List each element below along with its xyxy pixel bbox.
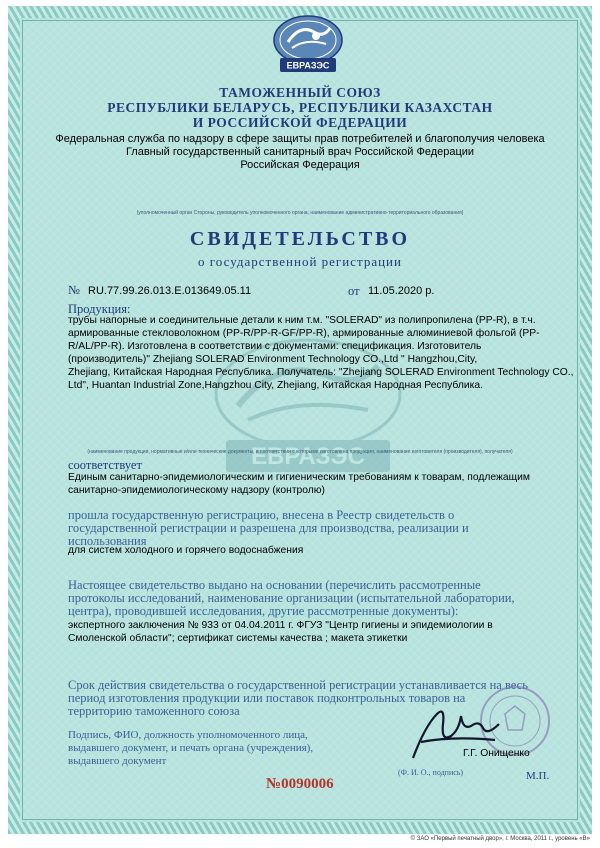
fio-caption: (Ф. И. О., подпись) bbox=[398, 768, 464, 777]
agency-line-1: Федеральная служба по надзору в сфере защиты прав потребителей и благополучия человека bbox=[55, 133, 545, 145]
certificate-subtitle: о государственной регистрации bbox=[198, 254, 402, 269]
registration-number: RU.77.99.26.013.Е.013649.05.11 bbox=[88, 285, 252, 297]
signature-caption-3: выдавшего документ bbox=[68, 755, 167, 767]
signatory-name: Г.Г. Онищенко bbox=[463, 748, 530, 759]
product-line-6: Ltd", Huantan Industrial Zone,Hangzhou City, Zhejiang, Китайская Народная Республика. bbox=[68, 380, 483, 391]
product-line-1: трубы напорные и соединительные детали к ним т.м. "SOLERAD" из полипропилена (PP-R), в т.ч. bbox=[68, 315, 536, 326]
validity-line-2: период изготовления продукции или поставок подконтрольных товаров на bbox=[68, 691, 466, 705]
registry-line-1: прошла государственную регистрацию, внесена в Реестр свидетельств о bbox=[68, 508, 455, 522]
stamp-place-label: М.П. bbox=[526, 770, 550, 782]
agency-line-3: Российская Федерация bbox=[240, 159, 360, 171]
product-caption: (наименование продукции, нормативные и/или технические документы, в соответствии с которыми изготовлена продукция, наименование изготовителя (производителя), получателя) bbox=[87, 449, 513, 455]
conformity-label: соответствует bbox=[68, 458, 142, 472]
product-line-4: (производитель)" Zhejiang SOLERAD Environment Technology CO.,Ltd " Hangzhou,City, bbox=[68, 354, 478, 365]
registration-date: 11.05.2020 р. bbox=[368, 285, 435, 297]
conformity-line-1: Единым санитарно-эпидемиологическим и гигиеническим требованиям к товарам, подлежащим bbox=[68, 472, 530, 483]
basis-line-3: центра), проводившей исследования, другие рассмотренные документы): bbox=[68, 604, 459, 618]
serial-number: №0090006 bbox=[266, 776, 334, 792]
organ-caption: (уполномоченный орган Стороны, руководитель уполномоченного органа, наименование административно-территориального образования) bbox=[136, 210, 464, 216]
product-label: Продукция: bbox=[68, 302, 131, 316]
certificate-sheet bbox=[8, 6, 592, 834]
agency-line-2: Главный государственный санитарный врач Российской Федерации bbox=[125, 146, 475, 158]
registry-line-3: использования bbox=[68, 534, 147, 548]
basis-doc-line-1: экспертного заключения № 933 от 04.04.2011 г. ФГУЗ "Центр гигиены и эпидемиологии в bbox=[68, 620, 493, 631]
basis-doc-line-2: Смоленской области"; сертификат системы качества ; макета этикетки bbox=[68, 633, 408, 644]
eurasec-emblem-icon bbox=[270, 14, 346, 76]
product-line-5: Zhejiang, Китайская Народная Республика. Получатель: "Zhejiang SOLERAD Environment Technology CO., bbox=[68, 367, 574, 378]
registry-line-2: государственной регистрации и разрешена для производства, реализации и bbox=[68, 521, 469, 535]
product-line-3: R/AL/PP-R). Изготовлена в соответствии с документами: спецификация. Изготовитель bbox=[68, 341, 482, 352]
header-line-1: ТАМОЖЕННЫЙ СОЮЗ bbox=[219, 85, 381, 100]
basis-line-1: Настоящее свидетельство выдано на основании (перечислить рассмотренные bbox=[68, 578, 481, 592]
validity-line-3: территорию таможенного союза bbox=[68, 704, 240, 718]
signature-caption-1: Подпись, ФИО, должность уполномоченного лица, bbox=[68, 729, 308, 741]
product-line-2: армированные стекловолокном (PP-R/PP-R-GF/PP-R), армированные алюминиевой фольгой (PP- bbox=[68, 328, 540, 339]
watermark-label: ЕВРАЗЭС bbox=[250, 443, 366, 470]
emblem-label: ЕВРАЗЭС bbox=[286, 60, 330, 71]
header-line-2: РЕСПУБЛИКИ БЕЛАРУСЬ, РЕСПУБЛИКИ КАЗАХСТАН bbox=[107, 100, 493, 115]
basis-line-2: протоколы исследований, наименование организации (испытательной лаборатории, bbox=[68, 591, 515, 605]
signature-caption-2: выдавшего документ, и печать органа (учреждения), bbox=[68, 742, 314, 754]
header-line-3: И РОССИЙСКОЙ ФЕДЕРАЦИИ bbox=[192, 115, 408, 130]
date-label: от bbox=[348, 284, 360, 298]
printer-imprint: © ЗАО «Первый печатный двор», г. Москва, 2011 г., уровень «В» bbox=[410, 836, 590, 842]
number-label: № bbox=[68, 283, 80, 297]
certificate-title: СВИДЕТЕЛЬСТВО bbox=[189, 228, 411, 250]
usage-line: для систем холодного и горячего водоснабжения bbox=[68, 545, 304, 556]
validity-line-1: Срок действия свидетельства о государственной регистрации устанавливается на весь bbox=[68, 678, 528, 692]
conformity-line-2: санитарно-эпидемиологическому надзору (контролю) bbox=[68, 485, 325, 496]
